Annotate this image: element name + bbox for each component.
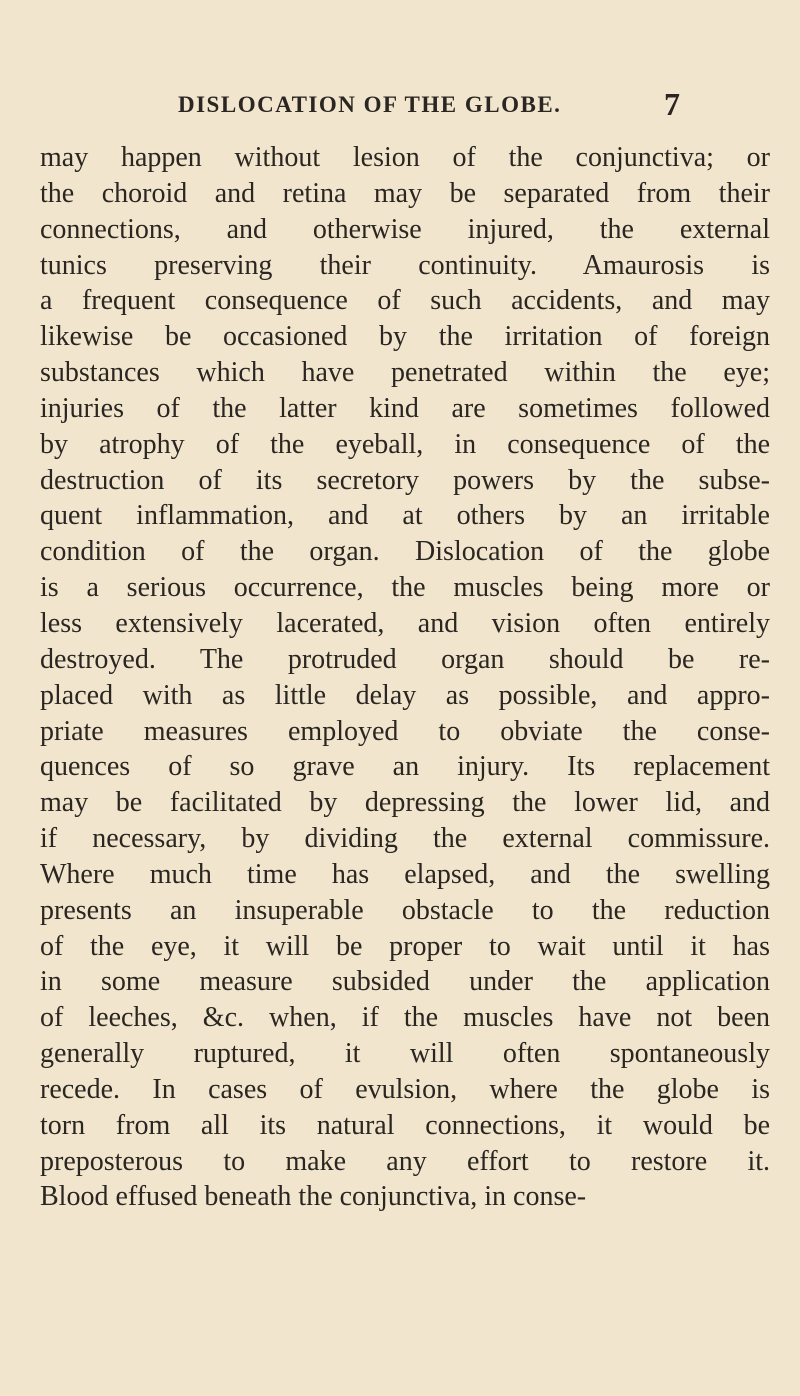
text-line: recede. In cases of evulsion, where the globe is — [40, 1073, 770, 1105]
text-line: quent inflammation, and at others by an irritable — [40, 500, 770, 532]
text-line: substances which have penetrated within the eye; — [40, 357, 770, 389]
text-line: generally ruptured, it will often spontaneously — [40, 1038, 770, 1070]
running-title: DISLOCATION OF THE GLOBE. — [178, 92, 562, 117]
text-line: less extensively lacerated, and vision often entirely — [40, 607, 770, 639]
text-line: priate measures employed to obviate the conse- — [40, 715, 770, 747]
text-line: if necessary, by dividing the external commissure. — [40, 823, 770, 855]
text-line: destroyed. The protruded organ should be re- — [40, 643, 770, 675]
text-line: connections, and otherwise injured, the external — [40, 213, 770, 245]
text-line: is a serious occurrence, the muscles being more or — [40, 572, 770, 604]
text-line: injuries of the latter kind are sometimes followed — [40, 392, 770, 424]
text-line: may happen without lesion of the conjunctiva; or — [40, 142, 770, 173]
text-line: by atrophy of the eyeball, in consequence of the — [40, 428, 770, 460]
text-line: of leeches, &c. when, if the muscles have not been — [40, 1002, 770, 1034]
text-line: in some measure subsided under the application — [40, 966, 770, 998]
text-line: the choroid and retina may be separated from their — [40, 177, 770, 209]
body-text — [40, 140, 770, 1215]
text-line: a frequent consequence of such accidents, and may — [40, 285, 770, 317]
text-line: tunics preserving their continuity. Amaurosis is — [40, 249, 770, 281]
text-line: may be facilitated by depressing the lower lid, and — [40, 787, 770, 819]
page-number: 7 — [664, 86, 680, 122]
text-line: likewise be occasioned by the irritation of foreign — [40, 321, 770, 353]
text-line: preposterous to make any effort to restore it. — [40, 1145, 770, 1177]
text-line: destruction of its secretory powers by the subse- — [40, 464, 770, 496]
text-line: torn from all its natural connections, it would be — [40, 1109, 770, 1141]
text-line: presents an insuperable obstacle to the reduction — [40, 894, 770, 926]
text-line: quences of so grave an injury. Its replacement — [40, 751, 770, 783]
text-line: condition of the organ. Dislocation of the globe — [40, 536, 770, 568]
text-line: Where much time has elapsed, and the swelling — [40, 858, 770, 890]
text-line: placed with as little delay as possible, and appro- — [40, 679, 770, 711]
text-line: Blood effused beneath the conjunctiva, in conse- — [40, 1181, 587, 1213]
text-line: of the eye, it will be proper to wait until it has — [40, 930, 770, 962]
